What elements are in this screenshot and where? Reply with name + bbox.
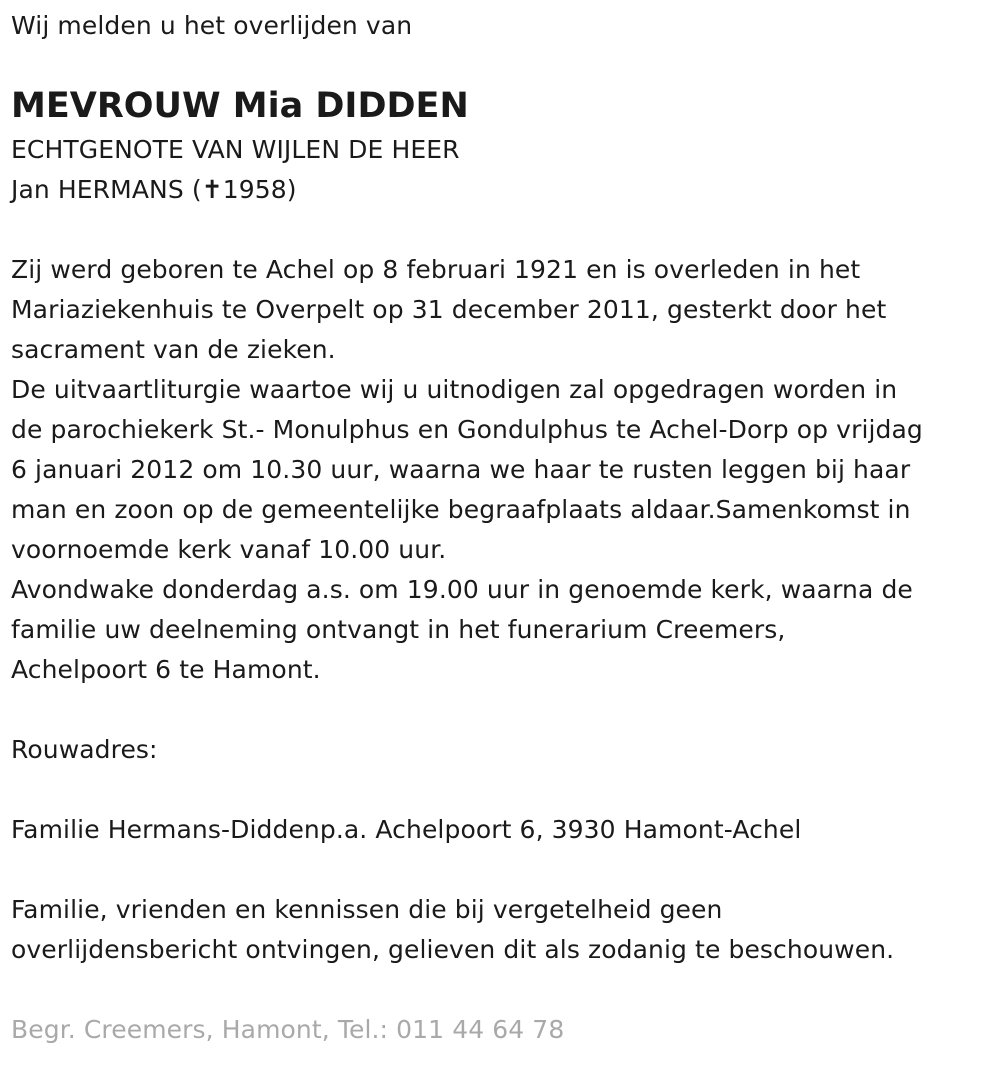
body-line: Mariaziekenhuis te Overpelt op 31 december 2011, gesterkt door het — [11, 295, 887, 324]
spouse-line-2: Jan HERMANS (✝1958) — [11, 175, 297, 204]
body-line: De uitvaartliturgie waartoe wij u uitnodigen zal opgedragen worden in — [11, 375, 898, 404]
body-text — [11, 250, 1000, 690]
intro-text: Wij melden u het overlijden van — [11, 11, 413, 40]
body-line: Avondwake donderdag a.s. om 19.00 uur in genoemde kerk, waarna de — [11, 575, 913, 604]
deceased-name: MEVROUW Mia DIDDEN — [11, 86, 469, 126]
body-line: de parochiekerk St.- Monulphus en Gondulphus te Achel-Dorp op vrijdag — [11, 415, 923, 444]
spacer — [11, 690, 1000, 730]
body-line: 6 januari 2012 om 10.30 uur, waarna we haar te rusten leggen bij haar — [11, 455, 911, 484]
body-line: voornoemde kerk vanaf 10.00 uur. — [11, 535, 447, 564]
mourning-address-label: Rouwadres: — [11, 735, 158, 764]
body-line: Achelpoort 6 te Hamont. — [11, 655, 321, 684]
spacer — [11, 210, 1000, 250]
body-line: sacrament van de zieken. — [11, 335, 336, 364]
body-line: Zij werd geboren te Achel op 8 februari 1921 en is overleden in het — [11, 255, 861, 284]
body-line: man en zoon op de gemeentelijke begraafplaats aldaar.Samenkomst in — [11, 495, 911, 524]
spouse-line-1: ECHTGENOTE VAN WIJLEN DE HEER — [11, 135, 460, 164]
notice-line-2: overlijdensbericht ontvingen, gelieven dit als zodanig te beschouwen. — [11, 935, 895, 964]
mourning-address: Familie Hermans-Diddenp.a. Achelpoort 6, 3930 Hamont-Achel — [11, 815, 802, 844]
spacer — [11, 970, 1000, 1010]
undertaker-footer: Begr. Creemers, Hamont, Tel.: 011 44 64 78 — [11, 1015, 565, 1044]
body-line: familie uw deelneming ontvangt in het funerarium Creemers, — [11, 615, 786, 644]
notice-line-1: Familie, vrienden en kennissen die bij vergetelheid geen — [11, 895, 723, 924]
spacer — [11, 770, 1000, 810]
spacer — [11, 850, 1000, 890]
